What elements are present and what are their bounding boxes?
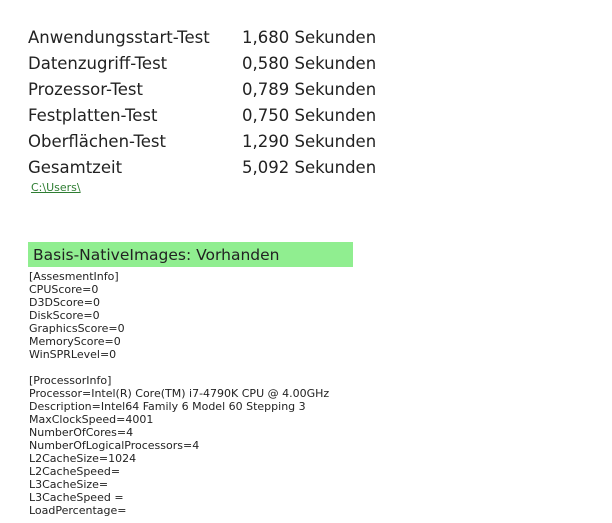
info-line: L3CacheSize= [29, 478, 109, 491]
info-line: WinSPRLevel=0 [29, 348, 117, 361]
info-line: CPUScore=0 [29, 283, 99, 296]
result-value: 0,789 Sekunden [242, 79, 377, 99]
info-line: L2CacheSpeed= [29, 465, 121, 478]
result-name: Anwendungsstart-Test [28, 27, 210, 47]
result-row-anwendungsstart [28, 24, 376, 50]
users-path-link[interactable]: C:\Users\ [31, 181, 81, 194]
info-line: L2CacheSize=1024 [29, 452, 137, 465]
info-line: Description=Intel64 Family 6 Model 60 Stepping 3 [29, 400, 306, 413]
result-row-festplatten [28, 102, 376, 128]
info-line: Processor=Intel(R) Core(TM) i7-4790K CPU @ 4.00GHz [29, 387, 330, 400]
result-name: Oberflächen-Test [28, 131, 166, 151]
info-line: MemoryScore=0 [29, 335, 121, 348]
processor-info-section [29, 374, 329, 517]
section-header: [AssesmentInfo] [29, 270, 119, 283]
info-line: D3DScore=0 [29, 296, 100, 309]
benchmark-results [28, 24, 376, 180]
result-name: Datenzugriff-Test [28, 53, 168, 73]
info-line: L3CacheSpeed = [29, 491, 124, 504]
info-line: DiskScore=0 [29, 309, 100, 322]
result-row-gesamtzeit [28, 154, 376, 180]
result-value: 1,290 Sekunden [242, 131, 377, 151]
result-row-datenzugriff [28, 50, 376, 76]
result-row-oberflaechen [28, 128, 376, 154]
section-header: [ProcessorInfo] [29, 374, 112, 387]
system-info-block [29, 270, 329, 517]
info-line: LoadPercentage= [29, 504, 127, 517]
result-name: Gesamtzeit [28, 157, 123, 177]
info-line: MaxClockSpeed=4001 [29, 413, 154, 426]
native-images-banner: Basis-NativeImages: Vorhanden [28, 242, 353, 267]
result-name: Prozessor-Test [28, 79, 143, 99]
result-row-prozessor [28, 76, 376, 102]
assessment-info-section [29, 270, 329, 361]
result-name: Festplatten-Test [28, 105, 158, 125]
result-value: 5,092 Sekunden [242, 157, 377, 177]
result-value: 1,680 Sekunden [242, 27, 377, 47]
result-value: 0,580 Sekunden [242, 53, 377, 73]
info-line: GraphicsScore=0 [29, 322, 125, 335]
result-value: 0,750 Sekunden [242, 105, 377, 125]
info-line: NumberOfCores=4 [29, 426, 134, 439]
info-line: NumberOfLogicalProcessors=4 [29, 439, 200, 452]
